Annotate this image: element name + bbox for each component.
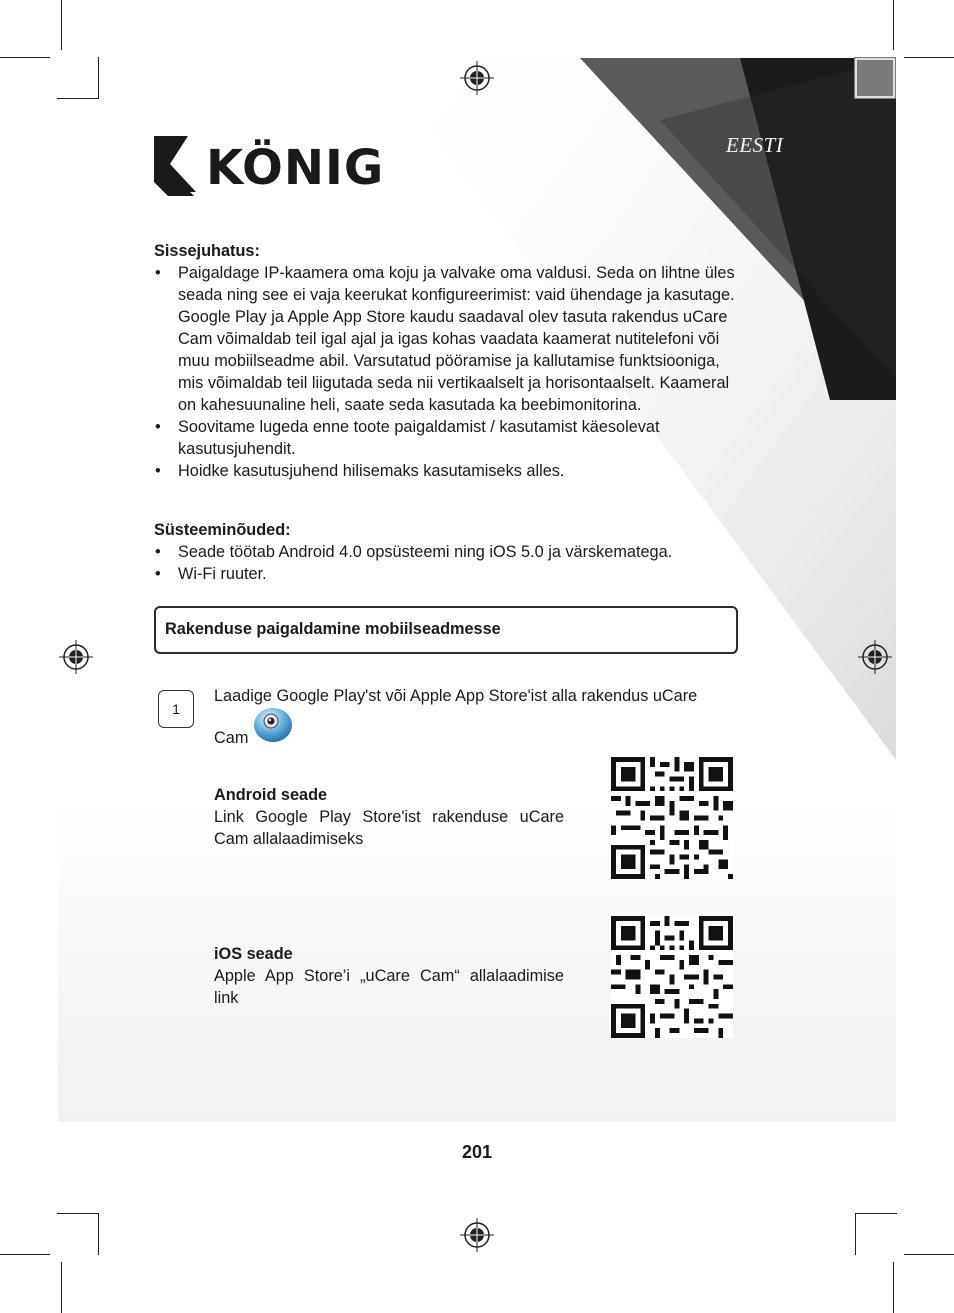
crop-mark [855, 1213, 856, 1255]
requirements-section [154, 519, 744, 585]
list-item: • Soovitame lugeda enne toote paigaldamist / kasutamist käesolevat kasutusjuhendit. [154, 416, 744, 460]
registration-mark-icon [59, 640, 93, 674]
step-text-line2: Cam [214, 729, 249, 747]
list-item: • Hoidke kasutusjuhend hilisemaks kasutamiseks alles. [154, 460, 744, 482]
step-number-badge: 1 [158, 690, 194, 728]
requirements-heading: Süsteeminõuded: [154, 521, 291, 539]
ios-text: Apple App Store’i „uCare Cam“ allalaadimise link [214, 967, 564, 1007]
registration-mark-icon [460, 1218, 494, 1252]
crop-mark [893, 1262, 894, 1313]
list-item: • Wi-Fi ruuter. [154, 563, 744, 585]
list-item: • Seade töötab Android 4.0 opsüsteemi ning iOS 5.0 ja värskematega. [154, 541, 744, 563]
page-number: 201 [461, 1142, 493, 1162]
language-label: EESTI [726, 133, 784, 157]
crop-mark [904, 57, 954, 58]
crop-mark [98, 57, 99, 99]
intro-list [154, 262, 744, 482]
crop-mark [904, 1254, 954, 1255]
list-item: • Paigaldage IP-kaamera oma koju ja valvake oma valdusi. Seda on lihtne üles seada ning see ei vaja keerukat konfigureerimist: vaid ühendage ja kasutage. Google Play ja Apple App Store kaudu saadaval olev tasuta rakendus uCare Cam võimaldab teil igal ajal ja igas kohas vaadata kaamerat nutitelefoni või muu mobiilseadme abil. Varsutatud pööramise ja kallutamise funktsiooniga, mis võimaldab teil liigutada seda nii vertikaalselt ja horisontaalselt. Kaameral on kahesuunaline heli, saate seda kasutada ka beebimonitorina. [154, 262, 744, 416]
ios-heading: iOS seade [214, 945, 293, 963]
section-header-box [154, 606, 738, 654]
android-heading: Android seade [214, 786, 328, 804]
konig-logo [154, 134, 384, 198]
crop-mark [893, 0, 894, 50]
ios-qr-code [611, 916, 733, 1038]
crop-mark [0, 1254, 50, 1255]
crop-mark [57, 1213, 99, 1214]
ios-block [214, 943, 564, 1009]
registration-mark-icon [460, 61, 494, 95]
requirements-list [154, 541, 744, 585]
ucare-cam-app-icon [252, 703, 294, 745]
crop-mark [0, 57, 50, 58]
crop-mark [61, 1262, 62, 1313]
crop-mark [57, 98, 99, 99]
intro-heading: Sissejuhatus: [154, 242, 260, 260]
intro-section [154, 240, 744, 482]
step-text-line1: Laadige Google Play'st või Apple App Store'ist alla rakendus uCare [214, 687, 698, 705]
crop-mark [98, 1213, 99, 1255]
android-qr-code [611, 757, 733, 879]
section-title: Rakenduse paigaldamine mobiilseadmesse [165, 620, 501, 638]
crop-mark [61, 0, 62, 50]
crop-mark [855, 1213, 897, 1214]
android-block [214, 784, 564, 850]
logo-text: KÖNIG [206, 140, 384, 196]
android-text: Link Google Play Store'ist rakenduse uCare Cam allalaadimiseks [214, 808, 564, 848]
registration-mark-icon [858, 640, 892, 674]
